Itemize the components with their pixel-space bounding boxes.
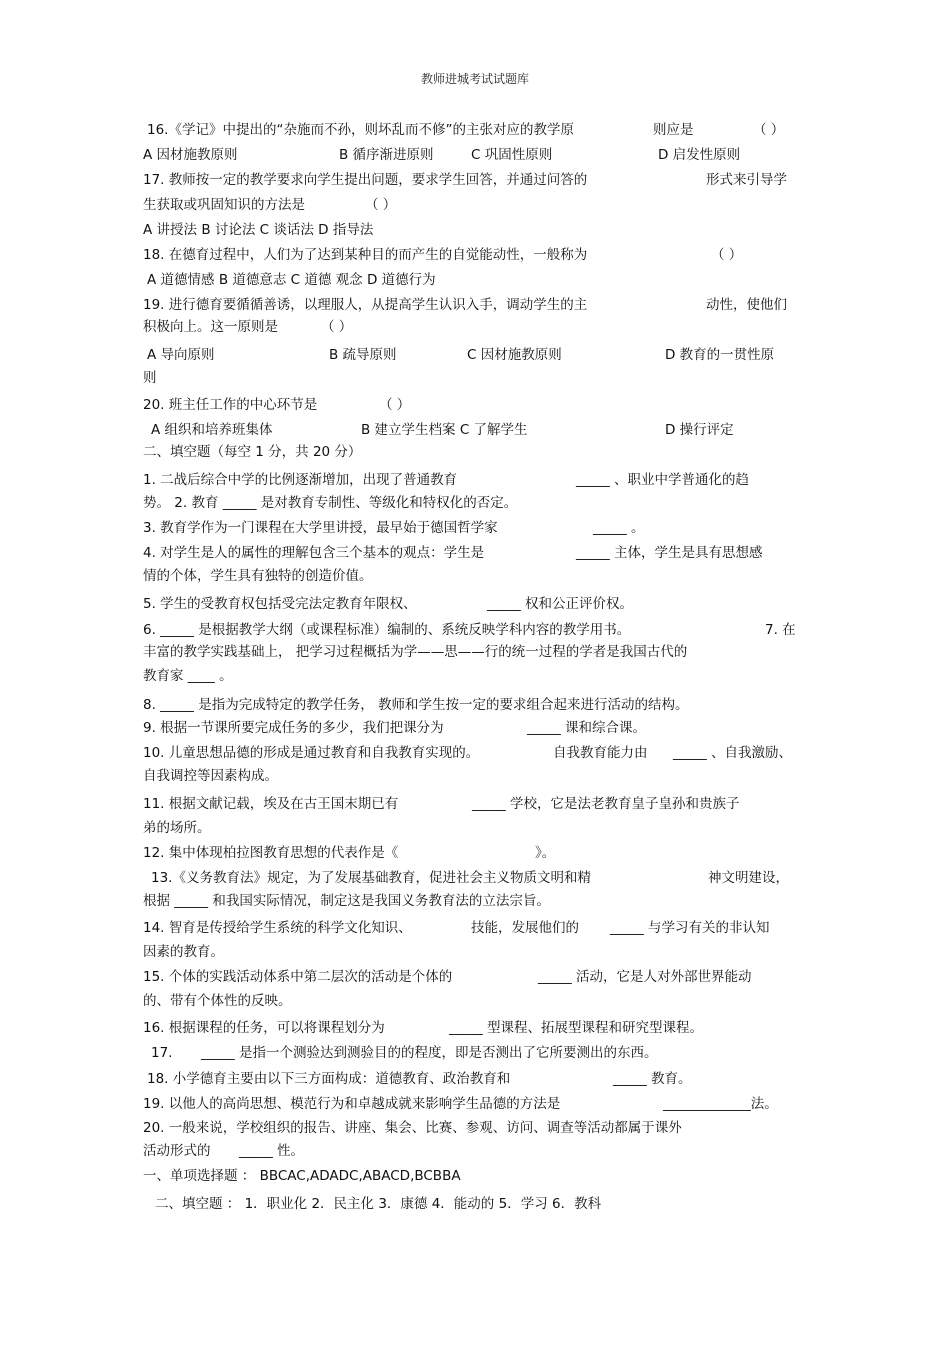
text-segment: _____ 。 bbox=[593, 520, 645, 536]
text-segment: 19. 以他人的高尚思想、模范行为和卓越成就来影响学生品德的方法是 bbox=[143, 1096, 561, 1112]
text-segment: 10. 儿童思想品德的形成是通过教育和自我教育实现的。 bbox=[143, 745, 480, 761]
text-segment: _____ 、职业中学普通化的趋 bbox=[576, 472, 750, 488]
text-segment: 神文明建设， bbox=[708, 870, 789, 886]
text-segment: 生获取或巩固知识的方法是 bbox=[143, 197, 305, 213]
text-segment: 11. 根据文献记载，埃及在古王国末期已有 bbox=[143, 796, 399, 812]
text-segment: 因素的教育。 bbox=[143, 944, 224, 960]
text-segment: _____________法。 bbox=[663, 1096, 778, 1112]
text-segment: 积极向上。这一原则是 bbox=[143, 319, 278, 335]
text-line bbox=[143, 218, 813, 243]
text-line bbox=[143, 564, 813, 589]
text-segment: _____ 是指一个测验达到测验目的的程度，即是否测出了它所要测出的东西。 bbox=[201, 1045, 658, 1061]
text-segment: 则 bbox=[143, 370, 157, 386]
text-segment: 的、带有个体性的反映。 bbox=[143, 993, 292, 1009]
text-line bbox=[143, 1067, 813, 1092]
text-line bbox=[143, 268, 813, 293]
text-segment: 自我教育能力由 bbox=[553, 745, 648, 761]
text-segment: B 建立学生档案 C 了解学生 bbox=[361, 422, 528, 438]
page-header: 教师进城考试试题库 bbox=[420, 72, 529, 86]
text-segment: 根据 _____ 和我国实际情况，制定这是我国义务教育法的立法宗旨。 bbox=[143, 893, 550, 909]
text-segment: 17. bbox=[151, 1045, 173, 1061]
text-segment: 20. 一般来说，学校组织的报告、讲座、集会、比赛、参观、访问、调查等活动都属于课外 bbox=[143, 1120, 682, 1136]
text-line bbox=[143, 343, 813, 368]
text-segment: （ ） bbox=[379, 397, 411, 413]
text-line bbox=[143, 989, 813, 1014]
text-segment: 势。 2. 教育 _____ 是对教育专制性、等级化和特权化的否定。 bbox=[143, 495, 518, 511]
text-line bbox=[143, 693, 813, 718]
text-line bbox=[143, 193, 813, 218]
text-line bbox=[143, 1016, 813, 1041]
text-segment: 6. _____ 是根据教学大纲（或课程标准）编制的、系统反映学科内容的教学用书。 bbox=[143, 622, 631, 638]
text-segment: 4. 对学生是人的属性的理解包含三个基本的观点：学生是 bbox=[143, 545, 485, 561]
text-line bbox=[143, 866, 813, 891]
text-line bbox=[143, 516, 813, 541]
text-segment: _____ 教育。 bbox=[613, 1071, 692, 1087]
text-line bbox=[143, 468, 813, 493]
text-segment: 1. 二战后综合中学的比例逐渐增加，出现了普通教育 bbox=[143, 472, 458, 488]
text-line bbox=[143, 1164, 813, 1189]
text-segment: B 循序渐进原则 bbox=[339, 147, 434, 163]
text-segment: D 操行评定 bbox=[665, 422, 734, 438]
text-segment: 活动形式的 bbox=[143, 1143, 211, 1159]
text-line bbox=[143, 764, 813, 789]
text-segment: D 启发性原则 bbox=[658, 147, 741, 163]
text-segment: 技能，发展他们的 bbox=[471, 920, 579, 936]
text-segment: _____ 学校，它是法老教育皇子皇孙和贵族子 bbox=[472, 796, 740, 812]
text-segment: 二、填空题（每空 1 分，共 20 分） bbox=[143, 444, 362, 460]
text-segment: A 讲授法 B 讨论法 C 谈话法 D 指导法 bbox=[143, 222, 374, 238]
text-segment: （ ） bbox=[321, 319, 353, 335]
text-line bbox=[143, 592, 813, 617]
text-segment: 8. _____ 是指为完成特定的教学任务， 教师和学生按一定的要求组合起来进行活动的结构。 bbox=[143, 697, 689, 713]
text-segment: 动性，使他们 bbox=[706, 297, 787, 313]
text-line bbox=[143, 916, 813, 941]
text-segment: 情的个体，学生具有独特的创造价值。 bbox=[143, 568, 373, 584]
text-line bbox=[143, 118, 813, 143]
text-line bbox=[143, 1092, 813, 1117]
text-segment: _____ 权和公正评价权。 bbox=[487, 596, 634, 612]
text-line bbox=[143, 664, 813, 689]
text-segment: _____ 与学习有关的非认知 bbox=[610, 920, 770, 936]
text-line bbox=[143, 1041, 813, 1066]
text-line bbox=[143, 243, 813, 268]
text-segment: 15. 个体的实践活动体系中第二层次的活动是个体的 bbox=[143, 969, 453, 985]
text-line bbox=[143, 1192, 813, 1217]
text-segment: 12. 集中体现柏拉图教育思想的代表作是《 bbox=[143, 845, 399, 861]
text-segment: 3. 教育学作为一门课程在大学里讲授，最早始于德国哲学家 bbox=[143, 520, 498, 536]
text-segment: A 因材施教原则 bbox=[143, 147, 238, 163]
text-segment: 13.《义务教育法》规定，为了发展基础教育，促进社会主义物质文明和精 bbox=[151, 870, 591, 886]
text-line bbox=[143, 393, 813, 418]
text-segment: 则应是 bbox=[653, 122, 694, 138]
text-segment: 丰富的教学实践基础上， 把学习过程概括为学——思——行的统一过程的学者是我国古代的 bbox=[143, 644, 688, 660]
text-segment: B 疏导原则 bbox=[329, 347, 397, 363]
text-segment: 》。 bbox=[535, 845, 556, 861]
text-segment: 18. 小学德育主要由以下三方面构成：道德教育、政治教育和 bbox=[147, 1071, 511, 1087]
text-line bbox=[143, 792, 813, 817]
text-segment: A 道德情感 B 道德意志 C 道德 观念 D 道德行为 bbox=[147, 272, 436, 288]
text-line bbox=[143, 816, 813, 841]
text-segment: 17. 教师按一定的教学要求向学生提出问题，要求学生回答，并通过问答的 bbox=[143, 172, 588, 188]
text-line bbox=[143, 168, 813, 193]
text-line bbox=[143, 889, 813, 914]
text-segment: 弟的场所。 bbox=[143, 820, 211, 836]
text-segment: A 导向原则 bbox=[147, 347, 215, 363]
text-segment: 一、单项选择题 ： BBCAC,ADADC,ABACD,BCBBA bbox=[143, 1168, 461, 1184]
text-line bbox=[143, 1116, 813, 1141]
text-line bbox=[143, 143, 813, 168]
text-line bbox=[143, 741, 813, 766]
text-line bbox=[143, 640, 813, 665]
text-segment: _____ 活动，它是人对外部世界能动 bbox=[538, 969, 752, 985]
text-line bbox=[143, 716, 813, 741]
text-segment: 16. 根据课程的任务，可以将课程划分为 bbox=[143, 1020, 385, 1036]
text-segment: D 教育的一贯性原 bbox=[665, 347, 775, 363]
text-line bbox=[143, 440, 813, 465]
text-segment: 14. 智育是传授给学生系统的科学文化知识、 bbox=[143, 920, 412, 936]
text-segment: 20. 班主任工作的中心环节是 bbox=[143, 397, 318, 413]
text-segment: （ ） bbox=[365, 197, 397, 213]
text-line bbox=[143, 841, 813, 866]
text-segment: A 组织和培养班集体 bbox=[151, 422, 273, 438]
text-segment: 5. 学生的受教育权包括受完法定教育年限权、 bbox=[143, 596, 417, 612]
text-line bbox=[143, 491, 813, 516]
text-segment: 19. 进行德育要循循善诱，以理服人，从提高学生认识入手，调动学生的主 bbox=[143, 297, 588, 313]
text-segment: 自我调控等因素构成。 bbox=[143, 768, 278, 784]
text-segment: _____ 型课程、拓展型课程和研究型课程。 bbox=[449, 1020, 704, 1036]
text-segment: 教育家 ____ 。 bbox=[143, 668, 233, 684]
text-segment: （ ） bbox=[711, 247, 743, 263]
text-line bbox=[143, 366, 813, 391]
text-segment: _____ 、自我激励、 bbox=[673, 745, 793, 761]
text-segment: 9. 根据一节课所要完成任务的多少，我们把课分为 bbox=[143, 720, 444, 736]
text-segment: C 巩固性原则 bbox=[471, 147, 553, 163]
text-segment: 18. 在德育过程中，人们为了达到某种目的而产生的自觉能动性，一般称为 bbox=[143, 247, 588, 263]
text-line bbox=[143, 940, 813, 965]
text-segment: 16.《学记》中提出的“杂施而不孙，则坏乱而不修”的主张对应的教学原 bbox=[147, 122, 574, 138]
text-line bbox=[143, 1139, 813, 1164]
text-segment: 形式来引导学 bbox=[706, 172, 787, 188]
text-segment: 7. 在 bbox=[765, 622, 796, 638]
text-segment: _____ 性。 bbox=[239, 1143, 305, 1159]
text-segment: _____ 主体，学生是具有思想感 bbox=[576, 545, 763, 561]
text-line bbox=[143, 965, 813, 990]
text-segment: （ ） bbox=[753, 122, 785, 138]
text-segment: C 因材施教原则 bbox=[467, 347, 562, 363]
text-segment: 二、填空题 ： 1．职业化 2．民主化 3．康德 4．能动的 5．学习 6．教科 bbox=[155, 1196, 602, 1212]
text-line bbox=[143, 315, 813, 340]
text-line bbox=[143, 541, 813, 566]
text-segment: _____ 课和综合课。 bbox=[527, 720, 647, 736]
